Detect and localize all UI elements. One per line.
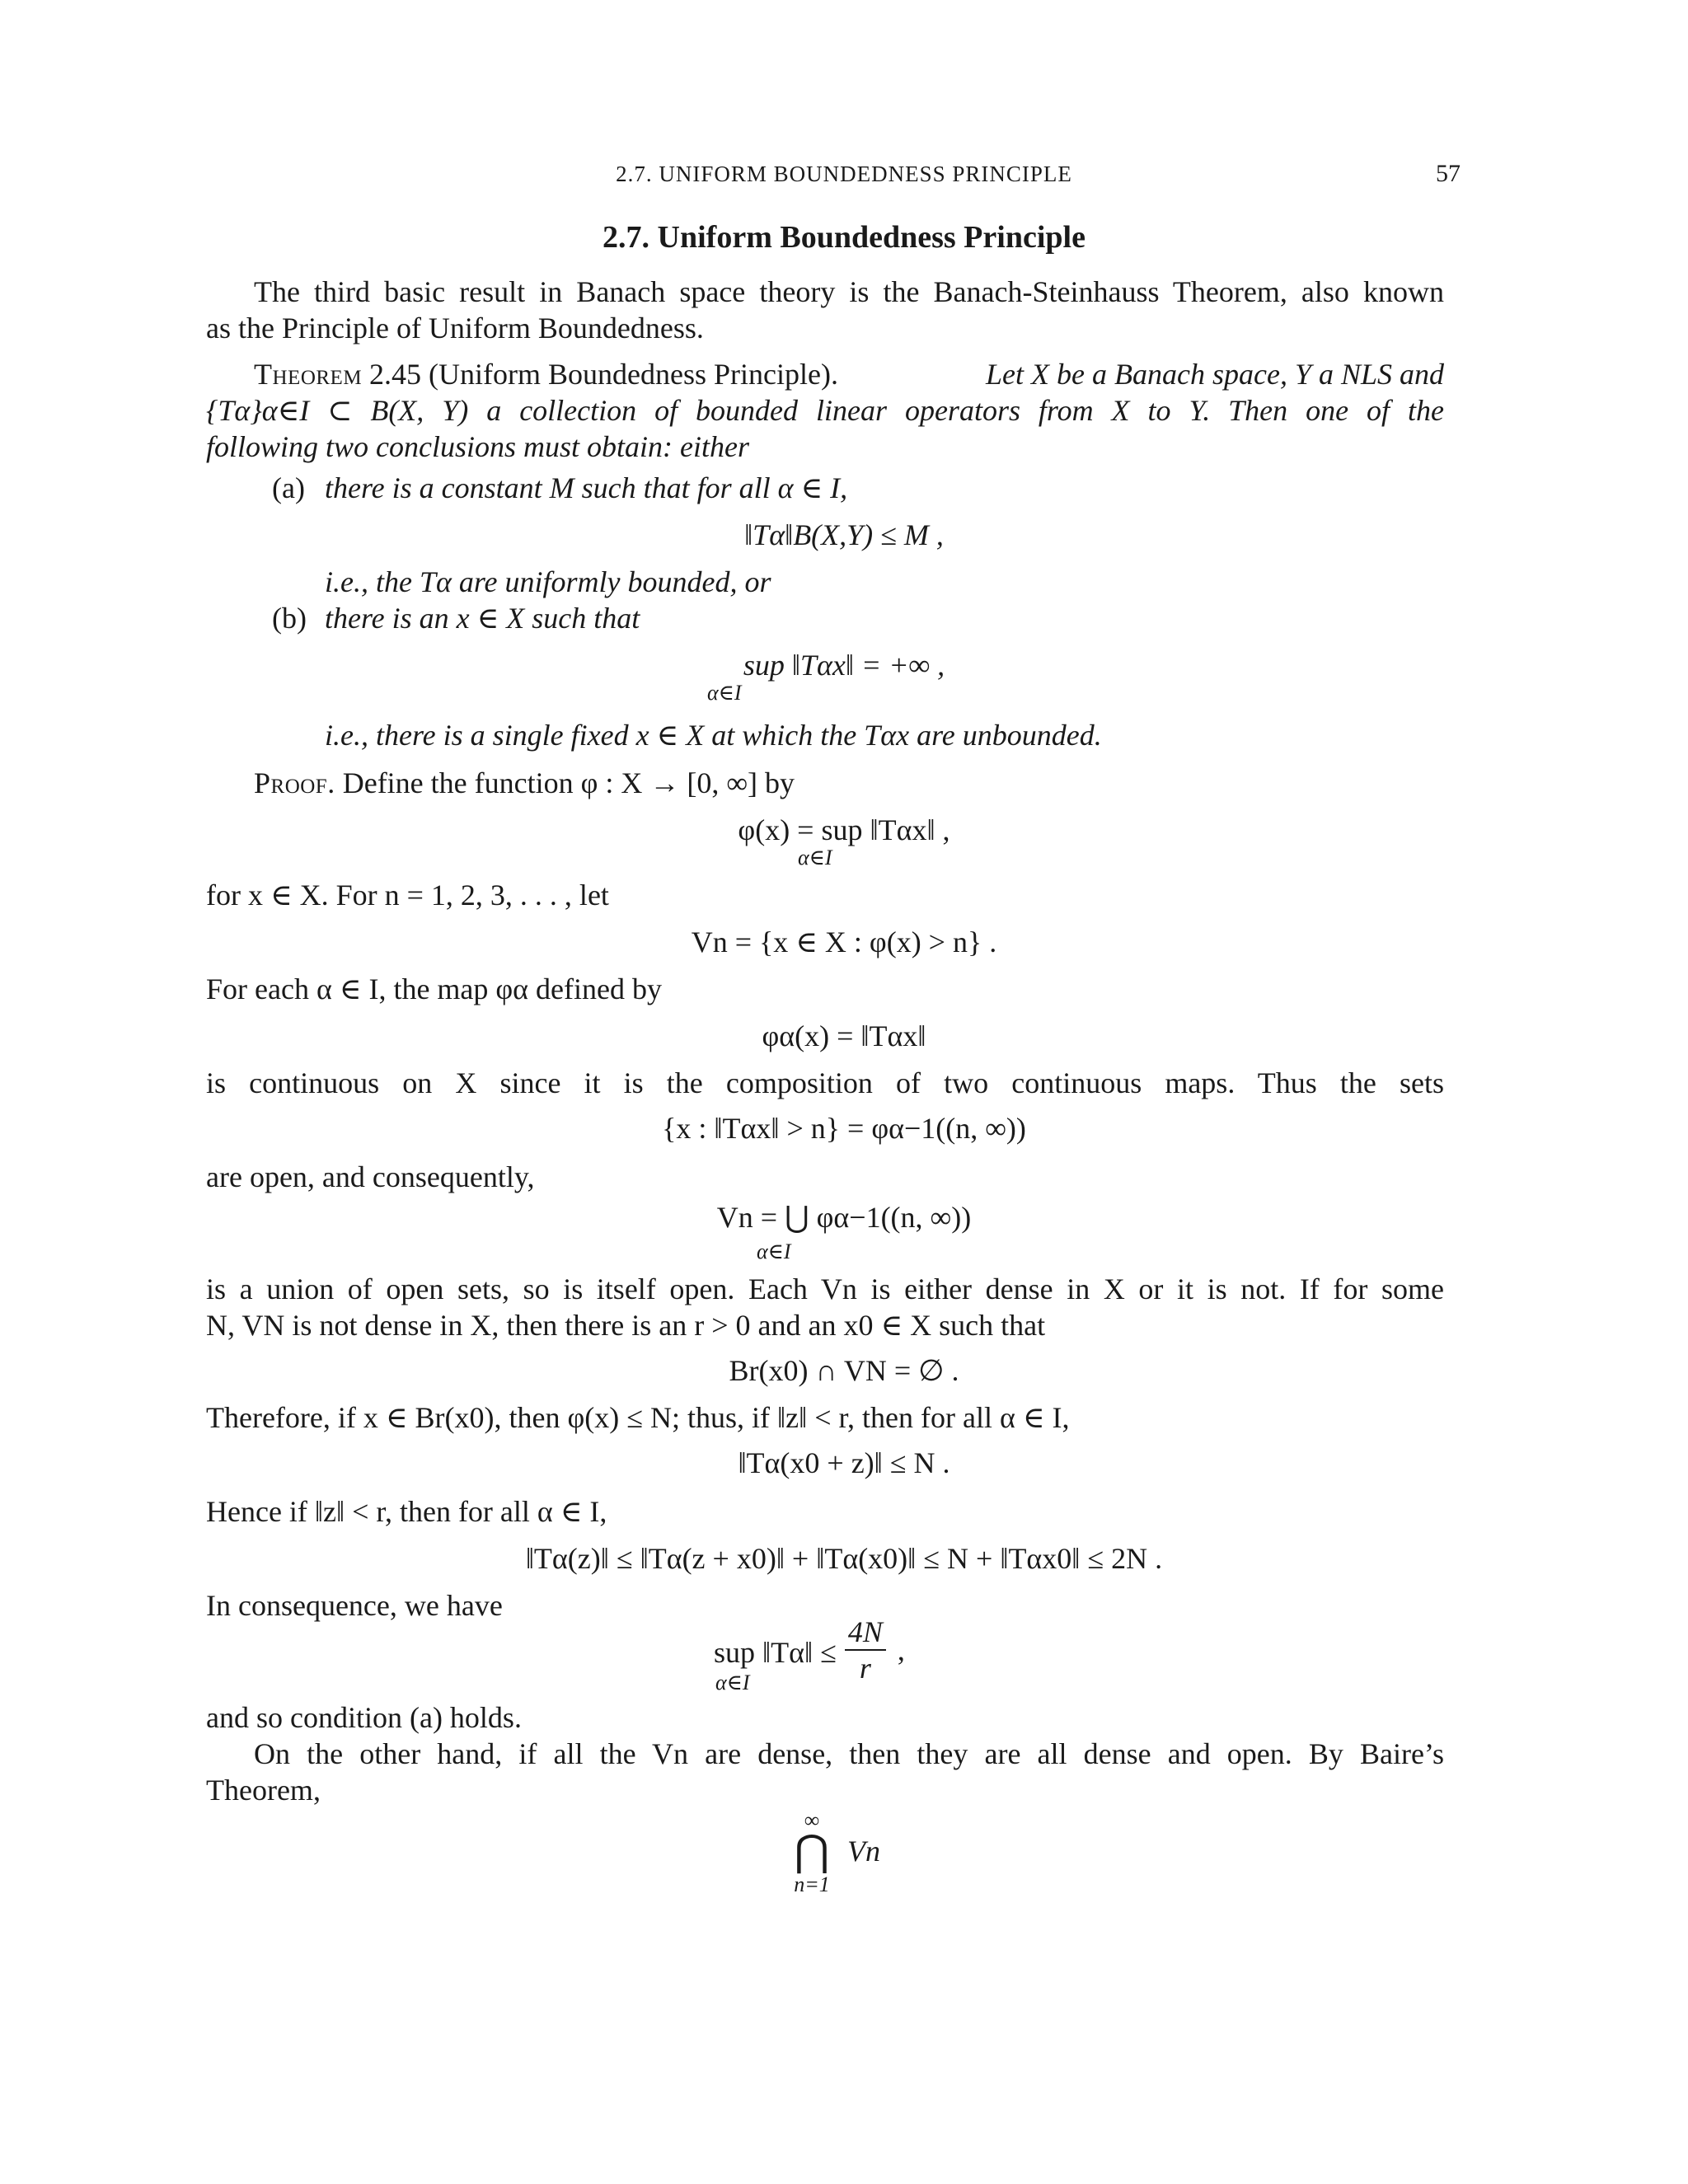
proof-eq-9-denominator: r [859,1652,871,1685]
theorem-line-3: following two conclusions must obtain: either [206,430,749,463]
proof-eq-1-under: α∈I [798,846,832,869]
proof-line-5: are open, and consequently, [206,1160,535,1193]
proof-eq-5: Vn = ⋃ φα−1((n, ∞)) [716,1201,972,1234]
theorem-label: Theorem [254,358,363,391]
section-title: 2.7. Uniform Boundedness Principle [603,220,1085,255]
theorem-eq-b-under: α∈I [707,681,742,705]
proof-line-8: Therefore, if x ∈ Br(x0), then φ(x) ≤ N; thus, if ‖z‖ < r, then for all α ∈ I, [206,1401,1070,1434]
proof-line-12: On the other hand, if all the Vn are dense, then they are all dense and open. By Baire’s [254,1737,1444,1770]
theorem-item-a-label: (a) [272,471,305,504]
proof-eq-9-tail: , [897,1633,905,1666]
intro-line-2: as the Principle of Uniform Boundedness. [206,312,704,344]
proof-line-1 [254,765,795,801]
proof-line-11: and so condition (a) holds. [206,1701,522,1734]
proof-eq-10-under: n=1 [794,1872,830,1896]
theorem-item-b-note: i.e., there is a single fixed x ∈ X at which the Tαx are unbounded. [325,719,1102,752]
theorem-item-b-label: (b) [272,602,307,635]
proof-line-13: Theorem, [206,1774,321,1807]
theorem-number: 2.45 [369,358,422,391]
theorem-line-2: {Tα}α∈I ⊂ B(X, Y) a collection of bounded linear operators from X to Y. Then one of the [206,394,1444,427]
proof-line-2: for x ∈ X. For n = 1, 2, 3, . . . , let [206,879,609,912]
theorem-item-b-text: there is an x ∈ X such that [325,602,640,635]
proof-line-7: N, VN is not dense in X, then there is an r > 0 and an x0 ∈ X such that [206,1309,1046,1342]
theorem-line-1-rest: Let X be a Banach space, Y a NLS and [986,358,1444,391]
proof-eq-10-top: ∞ [804,1808,820,1832]
proof-eq-9-numerator: 4N [845,1615,886,1651]
proof-eq-10-operator-stack [783,1810,841,1897]
proof-eq-5-under: α∈I [757,1240,791,1263]
proof-label: Proof. [254,766,335,799]
proof-line-10: In consequence, we have [206,1589,503,1622]
proof-eq-10 [783,1810,880,1897]
proof-eq-9 [714,1617,905,1694]
intro-line-1: The third basic result in Banach space theory is the Banach-Steinhauss Theorem, also known [254,275,1444,308]
proof-line-6: is a union of open sets, so is itself open. Each Vn is either dense in X or it is not. If for some [206,1272,1444,1305]
proof-eq-9-under: α∈I [715,1671,750,1694]
proof-eq-2: Vn = {x ∈ X : φ(x) > n} . [691,926,997,958]
proof-eq-8: ‖Tα(z)‖ ≤ ‖Tα(z + x0)‖ + ‖Tα(x0)‖ ≤ N + ‖Tαx0‖ ≤ 2N . [525,1542,1163,1575]
proof-eq-9-left: sup ‖Tα‖ ≤ [714,1636,837,1669]
proof-eq-10-body: Vn [847,1835,880,1868]
proof-eq-6: Br(x0) ∩ VN = ∅ . [729,1354,959,1387]
proof-eq-1: φ(x) = sup ‖Tαx‖ , [738,813,950,846]
proof-eq-7: ‖Tα(x0 + z)‖ ≤ N . [738,1446,950,1479]
page-number: 57 [1436,160,1461,187]
proof-line-9: Hence if ‖z‖ < r, then for all α ∈ I, [206,1495,607,1528]
proof-eq-9-fraction [845,1615,886,1685]
theorem-name: (Uniform Boundedness Principle). [429,358,838,391]
theorem-eq-a: ‖Tα‖B(X,Y) ≤ M , [744,518,944,551]
proof-line-1-text: Define the function φ : X → [0, ∞] by [342,766,795,799]
theorem-item-a-note: i.e., the Tα are uniformly bounded, or [325,565,771,598]
proof-eq-3: φα(x) = ‖Tαx‖ [762,1019,926,1052]
proof-eq-4: {x : ‖Tαx‖ > n} = φα−1((n, ∞)) [662,1112,1026,1145]
intersection-symbol: ⋂ [794,1828,830,1875]
proof-line-4: is continuous on X since it is the composition of two continuous maps. Thus the sets [206,1066,1444,1099]
theorem-line-1 [254,356,1444,392]
theorem-item-a-text: there is a constant M such that for all α ∈ I, [325,471,848,504]
proof-line-3: For each α ∈ I, the map φα defined by [206,972,662,1005]
theorem-eq-b: sup ‖Tαx‖ = +∞ , [743,649,945,682]
running-header: 2.7. UNIFORM BOUNDEDNESS PRINCIPLE [616,162,1072,186]
proof-eq-9-left-stack [714,1617,837,1694]
